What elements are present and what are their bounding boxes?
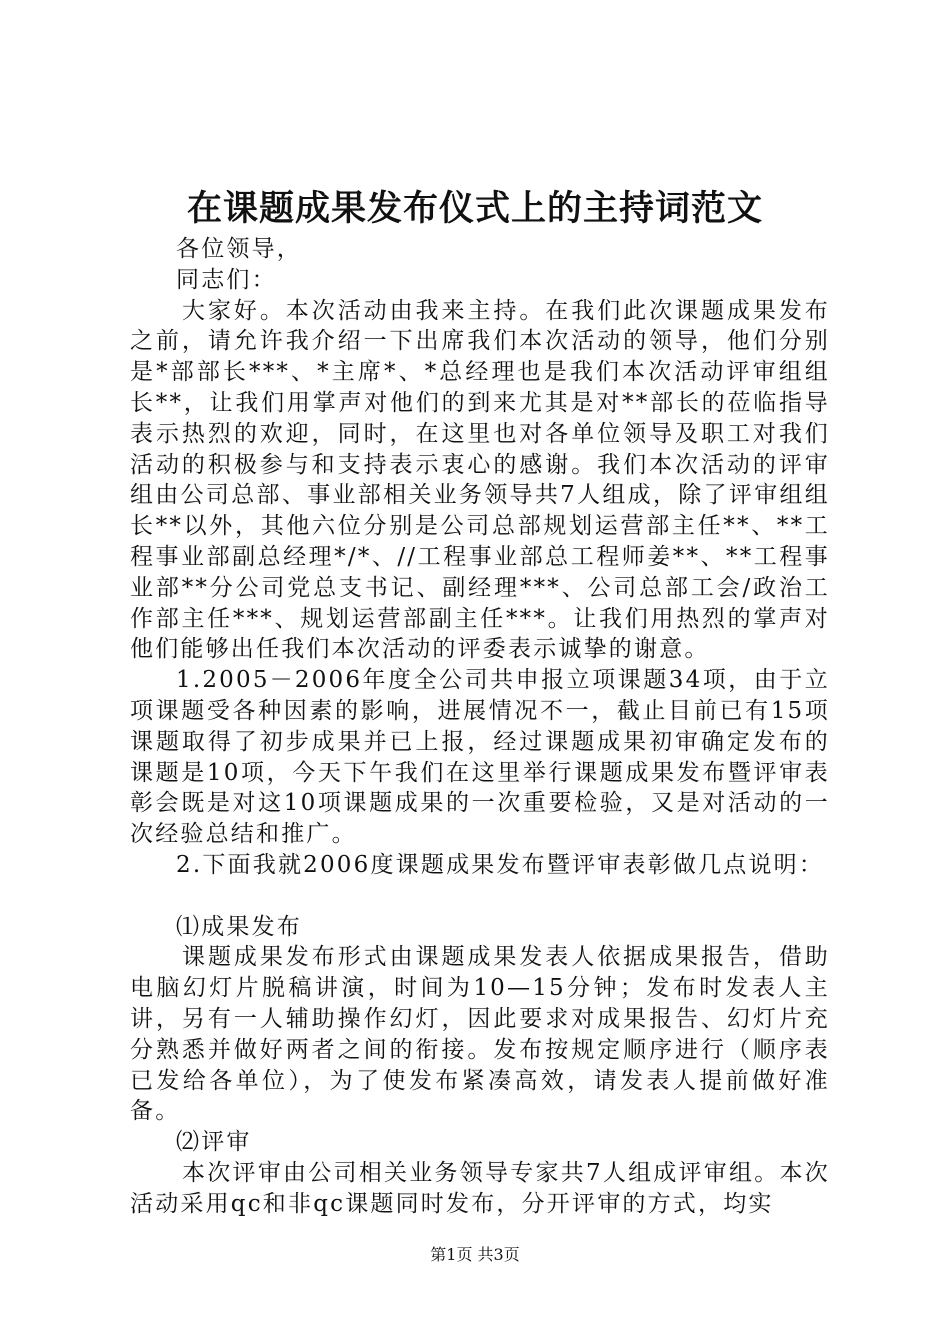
section-text-release: 课题成果发布形式由课题成果发表人依据成果报告，借助电脑幻灯片脱稿讲演，时间为10—15分钟；发布时发表人主讲，另有一人辅助操作幻灯，因此要求对成果报告、幻灯片充分熟悉并做好两者之间的衔接。发布按规定顺序进行（顺序表已发给各单位），为了使发布紧凑高效，请发表人提前做好准备。 (130, 944, 830, 1125)
section-heading-review: ⑵评审 (176, 1129, 252, 1156)
section-text-review: 本次评审由公司相关业务领导专家共7人组成评审组。本次活动采用qc和非qc课题同时发布，分开评审的方式，均实 (130, 1159, 830, 1217)
paragraph-item-1: 1.2005－2006年度全公司共申报立项课题34项，由于立项课题受各种因素的影响，进展情况不一，截止目前已有15项课题取得了初步成果并已上报，经过课题成果初审确定发布的课题是10项，今天下午我们在这里举行课题成果发布暨评审表彰会既是对这10项课题成果的一次重要检验，又是对活动的一次经验总结和推广。 (130, 667, 830, 848)
blank-line (130, 881, 830, 912)
salutation-comrades: 同志们： (176, 266, 277, 293)
section-heading-release: ⑴成果发布 (176, 913, 302, 940)
document-body (130, 234, 830, 1220)
paragraph-item-2: 2.下面我就2006度课题成果发布暨评审表彰做几点说明： (176, 851, 825, 878)
salutation-leaders: 各位领导， (176, 236, 302, 262)
page-footer: 第1页 共3页 (430, 1245, 520, 1264)
document-title: 在课题成果发布仪式上的主持词范文 (186, 188, 763, 229)
paragraph-intro: 大家好。本次活动由我来主持。在我们此次课题成果发布之前，请允许我介绍一下出席我们本次活动的领导，他们分别是*部部长***、*主席*、*总经理也是我们本次活动评审组组长**，让我们用掌声对他们的到来尤其是对**部长的莅临指导表示热烈的欢迎，同时，在这里也对各单位领导及职工对我们活动的积极参与和支持表示衷心的感谢。我们本次活动的评审组由公司总部、事业部相关业务领导共7人组成，除了评审组组长**以外，其他六位分别是公司总部规划运营部主任**、**工程事业部副总经理*/*、//工程事业部总工程师姜**、**工程事业部**分公司党总支书记、副经理***、公司总部工会/政治工作部主任***、规划运营部副主任***。让我们用热烈的掌声对他们能够出任我们本次活动的评委表示诚挚的谢意。 (130, 297, 830, 663)
